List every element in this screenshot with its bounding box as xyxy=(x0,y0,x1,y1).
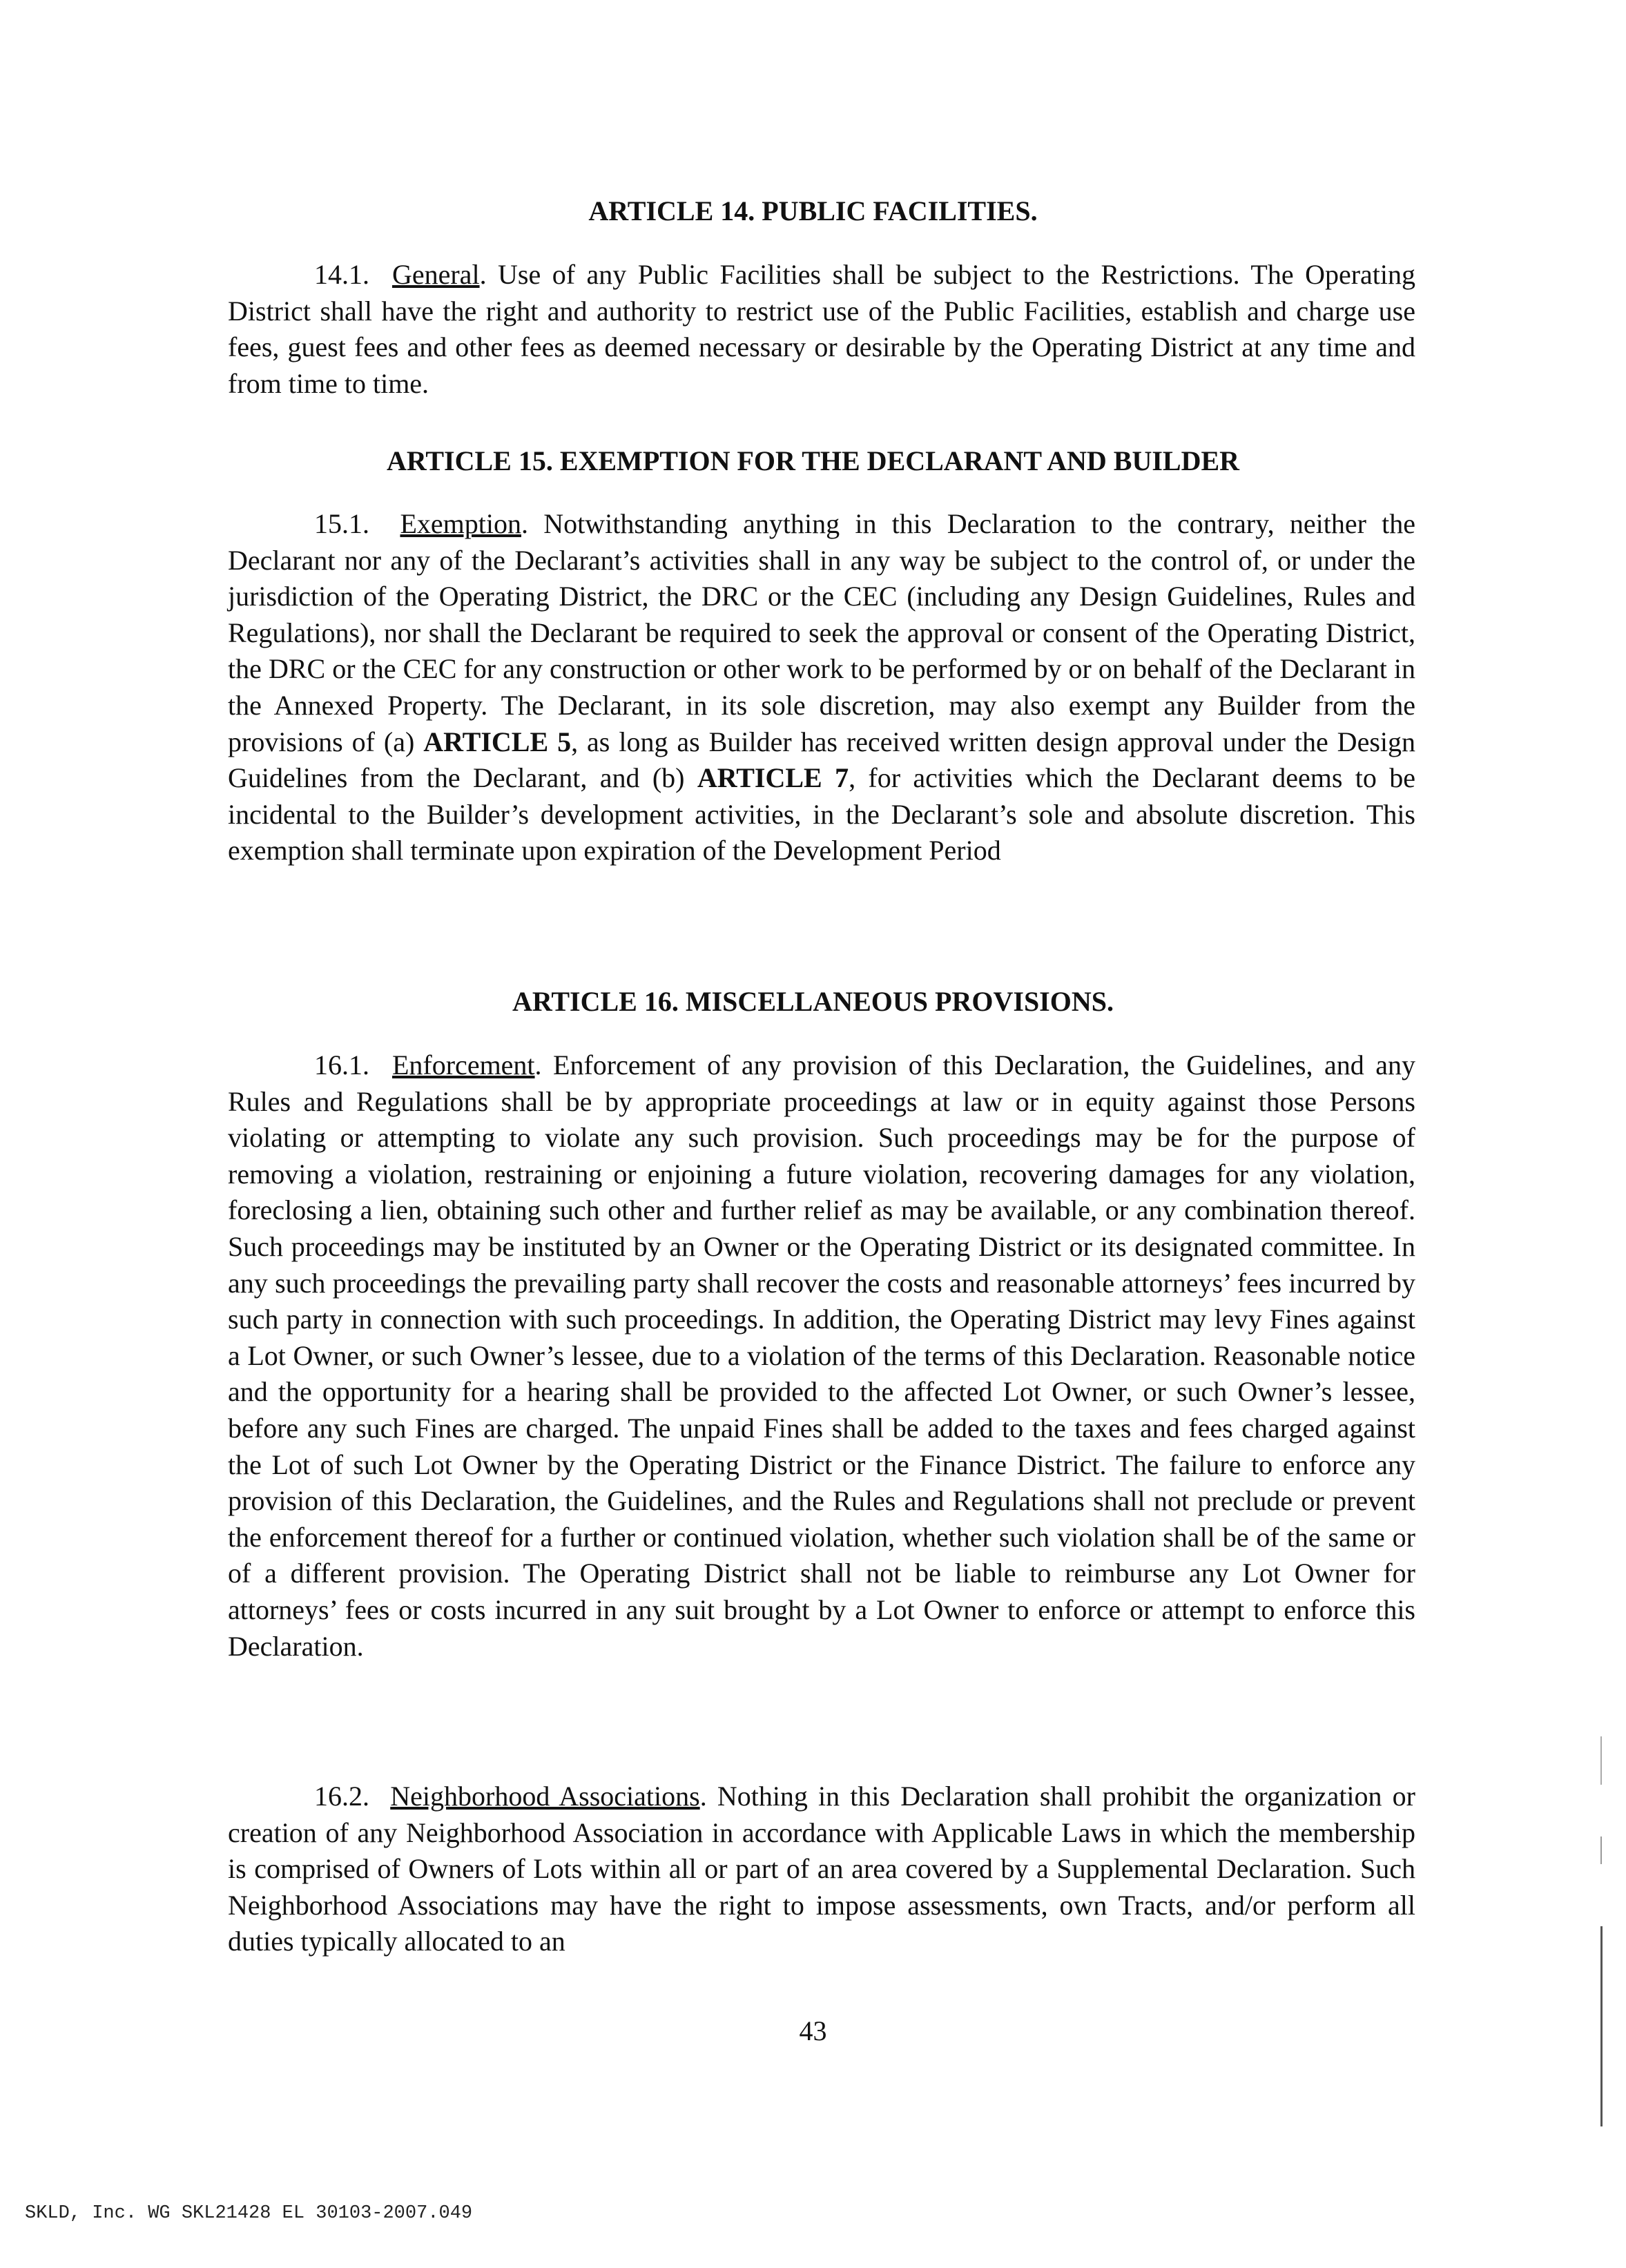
section-title: Neighborhood Associations xyxy=(390,1781,700,1812)
footer-document-code: SKLD, Inc. WG SKL21428 EL 30103-2007.049 xyxy=(25,2203,473,2224)
section-number: 14.1. xyxy=(314,259,369,290)
article-reference: ARTICLE 7 xyxy=(697,762,849,794)
article-reference: ARTICLE 5 xyxy=(423,726,572,757)
article-14-heading: ARTICLE 14. PUBLIC FACILITIES. xyxy=(588,195,1038,226)
section-15-1 xyxy=(228,506,1415,869)
section-body: . Use of any Public Facilities shall be subject to the Restrictions. The Operating District shall have the right and authority to restrict use of the Public Facilities, establish and charge use fees, guest fees and other fees as deemed necessary or desirable by the Operating District at any time and from time to time. xyxy=(228,259,1416,399)
scan-edge-mark xyxy=(1600,1836,1602,1864)
article-15-heading: ARTICLE 15. EXEMPTION FOR THE DECLARANT AND BUILDER xyxy=(386,445,1240,476)
section-number: 16.2. xyxy=(314,1781,369,1812)
section-number: 15.1. xyxy=(314,508,369,539)
section-16-2 xyxy=(228,1778,1415,1960)
section-body: , for activities which the Declarant deems to be incidental to the Builder’s development activities, in the Declarant’s sole and absolute discretion. This exemption shall terminate upon expiration of the Development Period xyxy=(228,762,1416,866)
section-title: Enforcement xyxy=(391,1049,535,1080)
section-body: . Nothing in this Declaration shall prohibit the organization or creation of any Neighborhood Association in accordance with Applicable Laws in which the membership is comprised of Owners of Lots within all or part of an area covered by a Supplemental Declaration. Such Neighborhood Associations may have the right to impose assessments, own Tracts, and/or perform all duties typically allocated to an xyxy=(228,1781,1415,1957)
section-title: Exemption xyxy=(400,508,521,539)
page-number: 43 xyxy=(799,2015,827,2046)
article-16-heading: ARTICLE 16. MISCELLANEOUS PROVISIONS. xyxy=(512,986,1114,1017)
scan-edge-mark xyxy=(1600,1736,1602,1785)
section-title: General xyxy=(391,259,480,290)
scan-edge-mark xyxy=(1600,1926,1603,2126)
section-body: . Enforcement of any provision of this Declaration, the Guidelines, and any Rules and Regulations shall be by appropriate proceedings at law or in equity against those Persons violating or attempting to violate any such provision. Such proceedings may be for the purpose of removing a violation, restraining or enjoining a future violation, recovering damages for any violation, foreclosing a lien, obtaining such other and further relief as may be available, or any combination thereof. Such proceedings may be instituted by an Owner or the Operating District or its designated committee. In any such proceedings the prevailing party shall recover the costs and reasonable attorneys’ fees incurred by such party in connection with such proceedings. In addition, the Operating District may levy Fines against a Lot Owner, or such Owner’s lessee, due to a violation of the terms of this Declaration. Reasonable notice and the opportunity for a hearing shall be provided to the affected Lot Owner, or such Owner’s lessee, before any such Fines are charged. The unpaid Fines shall be added to the taxes and fees charged against the Lot of such Lot Owner by the Operating District or the Finance District. The failure to enforce any provision of this Declaration, the Guidelines, and the Rules and Regulations shall not preclude or prevent the enforcement thereof for a further or continued violation, whether such violation shall be of the same or of a different provision. The Operating District shall not be liable to reimburse any Lot Owner for attorneys’ fees or costs incurred in any suit brought by a Lot Owner to enforce or attempt to enforce this Declaration. xyxy=(228,1049,1416,1662)
section-16-1 xyxy=(228,1047,1415,1665)
section-body: , as long as Builder has received written design approval under the Design Guidelines from the Declarant, and (b) xyxy=(228,726,1415,794)
section-body: . Notwithstanding anything in this Declaration to the contrary, neither the Declarant nor any of the Declarant’s activities shall in any way be subject to the control of, or under the jurisdiction of the Operating District, the DRC or the CEC (including any Design Guidelines, Rules and Regulations), nor shall the Declarant be required to seek the approval or consent of the Operating District, the DRC or the CEC for any construction or other work to be performed by or on behalf of the Declarant in the Annexed Property. The Declarant, in its sole discretion, may also exempt any Builder from the provisions of (a) xyxy=(228,508,1415,757)
section-14-1 xyxy=(228,257,1415,402)
section-number: 16.1. xyxy=(314,1049,369,1080)
